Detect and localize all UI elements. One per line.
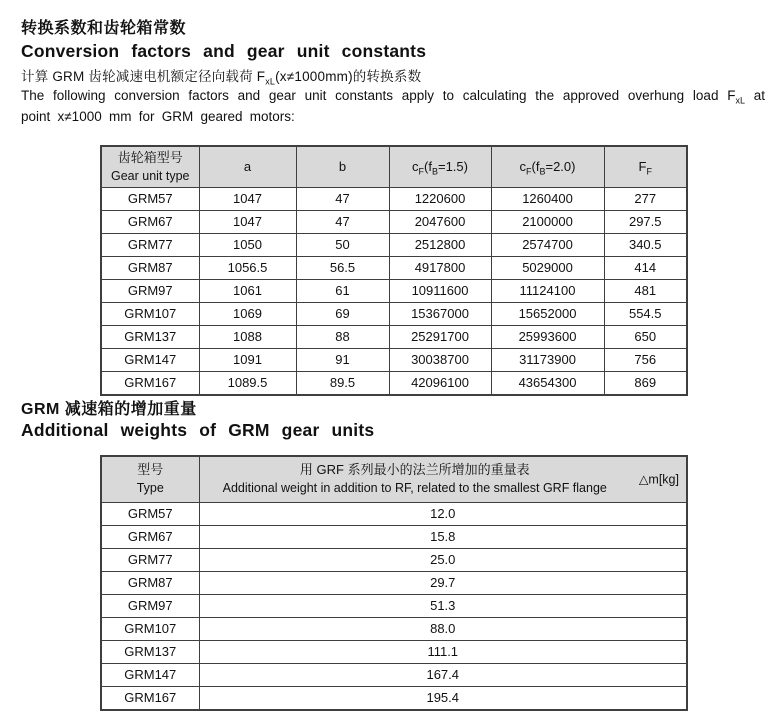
table-row	[101, 187, 687, 210]
table-row	[101, 210, 687, 233]
table-row	[101, 525, 687, 548]
value-cell: 15652000	[491, 302, 604, 325]
value-cell: 88	[296, 325, 389, 348]
header-b: b	[296, 146, 389, 187]
value-cell: 43654300	[491, 371, 604, 395]
model-cell: GRM107	[101, 302, 199, 325]
table-header-row	[101, 456, 687, 502]
subscript: F	[646, 166, 652, 177]
table-row	[101, 686, 687, 710]
model-cell: GRM137	[101, 325, 199, 348]
header-ff: $F_F$	[604, 146, 687, 187]
header-a: a	[199, 146, 296, 187]
value-cell: 56.5	[296, 256, 389, 279]
header-additional-weight-en: Additional weight in addition to RF, related to the smallest GRF flange	[222, 481, 607, 496]
subscript: F	[418, 166, 425, 177]
model-cell: GRM137	[101, 640, 199, 663]
value-cell: 869	[604, 371, 687, 395]
value-cell: 5029000	[491, 256, 604, 279]
value-cell: 167.4	[199, 663, 687, 686]
subscript: B	[431, 166, 438, 177]
model-cell: GRM167	[101, 371, 199, 395]
value-cell: 29.7	[199, 571, 687, 594]
model-cell: GRM77	[101, 548, 199, 571]
value-cell: 1260400	[491, 187, 604, 210]
header-gear-unit-type	[101, 146, 199, 187]
model-cell: GRM147	[101, 348, 199, 371]
value-cell: 25291700	[389, 325, 491, 348]
section2-title-en: Additional weights of GRM gear units	[21, 420, 375, 440]
value-cell: 1220600	[389, 187, 491, 210]
header-type-en: Type	[136, 481, 164, 496]
value-cell: 25.0	[199, 548, 687, 571]
table-row	[101, 371, 687, 395]
model-cell: GRM87	[101, 571, 199, 594]
conversion-table-body	[101, 187, 687, 395]
value-cell: 11124100	[491, 279, 604, 302]
value-cell: 42096100	[389, 371, 491, 395]
value-cell: 69	[296, 302, 389, 325]
value-cell: 91	[296, 348, 389, 371]
header-cf-fb1-5: $c_F(f_B=1.5)$	[389, 146, 491, 187]
subscript: xL	[735, 95, 745, 106]
value-cell: 2047600	[389, 210, 491, 233]
value-cell: 2100000	[491, 210, 604, 233]
table-row	[101, 302, 687, 325]
value-cell: 297.5	[604, 210, 687, 233]
value-cell: 1047	[199, 210, 296, 233]
header-delta-m-kg-unit: △m[kg]	[638, 472, 679, 487]
model-cell: GRM97	[101, 594, 199, 617]
additional-weights-table	[100, 455, 688, 711]
value-cell: 15367000	[389, 302, 491, 325]
value-cell: 89.5	[296, 371, 389, 395]
table-row	[101, 571, 687, 594]
table-row	[101, 594, 687, 617]
weights-table-header	[101, 456, 687, 502]
header-type-zh: 型号	[137, 462, 164, 478]
value-cell: 51.3	[199, 594, 687, 617]
section2-title-zh: GRM 减速箱的增加重量	[21, 401, 197, 418]
table-row	[101, 348, 687, 371]
model-cell: GRM67	[101, 210, 199, 233]
model-cell: GRM57	[101, 187, 199, 210]
value-cell: 111.1	[199, 640, 687, 663]
value-cell: 2512800	[389, 233, 491, 256]
subscript: xL	[265, 76, 276, 87]
value-cell: 10911600	[389, 279, 491, 302]
table-row	[101, 279, 687, 302]
section1-intro-en: The following conversion factors and gear unit constants apply to calculating the approved overhung load $F_{xL}$ at point x≠1000 mm for GRM geared motors:	[21, 88, 765, 124]
value-cell: 47	[296, 210, 389, 233]
model-cell: GRM57	[101, 502, 199, 525]
value-cell: 1050	[199, 233, 296, 256]
value-cell: 1091	[199, 348, 296, 371]
value-cell: 2574700	[491, 233, 604, 256]
table-row	[101, 548, 687, 571]
value-cell: 650	[604, 325, 687, 348]
subscript: B	[539, 166, 546, 177]
value-cell: 481	[604, 279, 687, 302]
model-cell: GRM107	[101, 617, 199, 640]
model-cell: GRM67	[101, 525, 199, 548]
table-row	[101, 617, 687, 640]
model-cell: GRM97	[101, 279, 199, 302]
conversion-factors-table	[100, 145, 688, 396]
table-row	[101, 325, 687, 348]
model-cell: GRM167	[101, 686, 199, 710]
value-cell: 756	[604, 348, 687, 371]
table-row	[101, 256, 687, 279]
header-type	[101, 456, 199, 502]
table-header-row	[101, 146, 687, 187]
header-additional-weight	[199, 456, 687, 502]
header-additional-weight-zh: 用 GRF 系列最小的法兰所增加的重量表	[299, 462, 530, 478]
model-cell: GRM147	[101, 663, 199, 686]
value-cell: 554.5	[604, 302, 687, 325]
value-cell: 4917800	[389, 256, 491, 279]
value-cell: 1088	[199, 325, 296, 348]
value-cell: 1047	[199, 187, 296, 210]
value-cell: 50	[296, 233, 389, 256]
value-cell: 15.8	[199, 525, 687, 548]
table-row	[101, 640, 687, 663]
table-row	[101, 502, 687, 525]
section1-intro-zh: 计算 GRM 齿轮减速电机额定径向载荷 $F_{xL}(x\ne 1000mm)$的转换系数	[21, 69, 422, 87]
value-cell: 1069	[199, 302, 296, 325]
value-cell: 1061	[199, 279, 296, 302]
conversion-table-header	[101, 146, 687, 187]
value-cell: 340.5	[604, 233, 687, 256]
value-cell: 1089.5	[199, 371, 296, 395]
table-row	[101, 233, 687, 256]
weights-table-body	[101, 502, 687, 710]
model-cell: GRM87	[101, 256, 199, 279]
section1-title-en: Conversion factors and gear unit constants	[21, 41, 427, 61]
header-gear-unit-type-en: Gear unit type	[110, 168, 190, 183]
value-cell: 414	[604, 256, 687, 279]
value-cell: 1056.5	[199, 256, 296, 279]
header-additional-weight-lines	[202, 460, 685, 498]
header-cf-fb2-0: $c_F(f_B=2.0)$	[491, 146, 604, 187]
value-cell: 88.0	[199, 617, 687, 640]
table-row	[101, 663, 687, 686]
value-cell: 12.0	[199, 502, 687, 525]
section1-title-zh: 转换系数和齿轮箱常数	[21, 20, 187, 37]
subscript: F	[526, 166, 532, 177]
value-cell: 30038700	[389, 348, 491, 371]
value-cell: 277	[604, 187, 687, 210]
value-cell: 195.4	[199, 686, 687, 710]
value-cell: 47	[296, 187, 389, 210]
value-cell: 25993600	[491, 325, 604, 348]
value-cell: 31173900	[491, 348, 604, 371]
model-cell: GRM77	[101, 233, 199, 256]
header-gear-unit-type-zh: 齿轮箱型号	[117, 149, 183, 165]
value-cell: 61	[296, 279, 389, 302]
